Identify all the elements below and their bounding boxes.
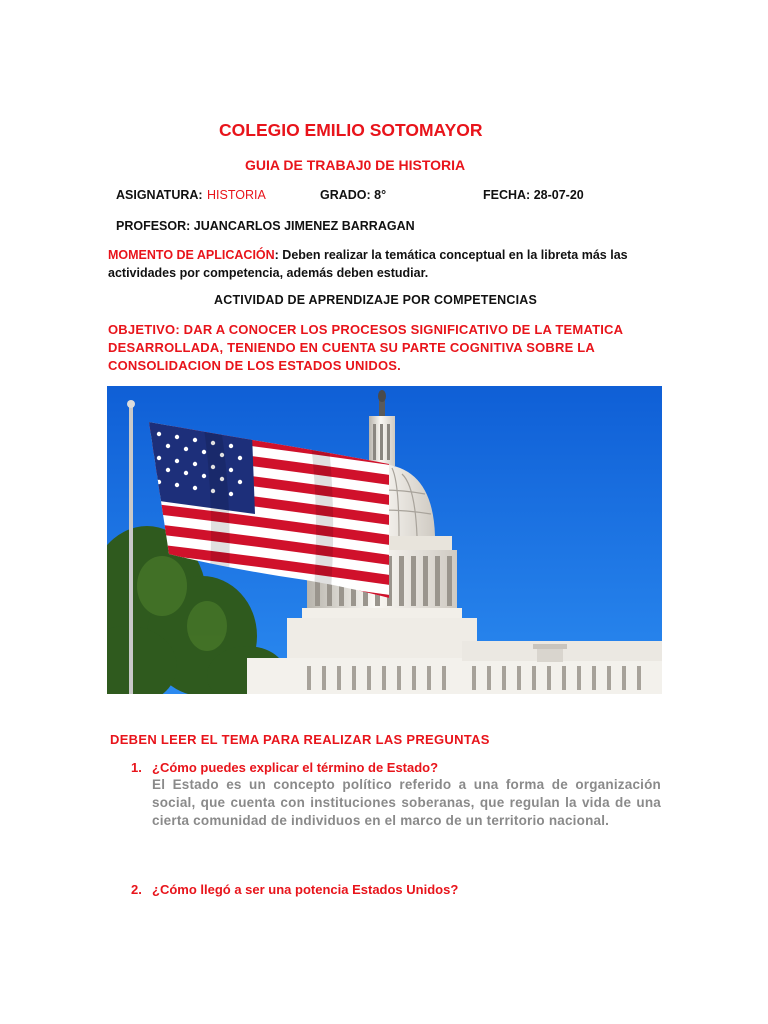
question-number: 2. xyxy=(131,882,142,897)
us-flag-capitol-photo xyxy=(107,386,662,694)
grado-label: GRADO: 8° xyxy=(320,188,387,202)
question-text: ¿Cómo llegó a ser una potencia Estados Unidos? xyxy=(152,882,459,897)
asignatura-value: HISTORIA xyxy=(207,188,266,202)
momento-text: : Deben realizar la temática conceptual en la libreta más las actividades por competencia, además deben estudiar. xyxy=(108,248,628,280)
objetivo-paragraph: OBJETIVO: DAR A CONOCER LOS PROCESOS SIGNIFICATIVO DE LA TEMATICA DESARROLLADA, TENIENDO EN CUENTA SU PARTE COGNITIVA SOBRE LA CONSOLIDACION DE LOS ESTADOS UNIDOS. xyxy=(108,322,623,373)
question-text: ¿Cómo puedes explicar el término de Estado? xyxy=(152,760,439,775)
asignatura-label: ASIGNATURA: xyxy=(116,188,203,202)
question-number: 1. xyxy=(131,760,142,775)
questions-intro: DEBEN LEER EL TEMA PARA REALIZAR LAS PREGUNTAS xyxy=(110,732,490,747)
answer-paragraph: El Estado es un concepto político referido a una forma de organización social, que cuenta con instituciones soberanas, que regulan la vida de una cierta comunidad de individuos en el marco de un territorio nacional. xyxy=(152,777,661,828)
guide-title: GUIA DE TRABAJ0 DE HISTORIA xyxy=(245,157,466,173)
momento-label: MOMENTO DE APLICACIÓN xyxy=(108,248,275,262)
profesor-label: PROFESOR: JUANCARLOS JIMENEZ BARRAGAN xyxy=(116,219,415,233)
momento-paragraph xyxy=(108,246,648,282)
actividad-title: ACTIVIDAD DE APRENDIZAJE POR COMPETENCIAS xyxy=(214,293,538,307)
fecha-label: FECHA: 28-07-20 xyxy=(483,188,584,202)
school-name: COLEGIO EMILIO SOTOMAYOR xyxy=(219,120,483,140)
